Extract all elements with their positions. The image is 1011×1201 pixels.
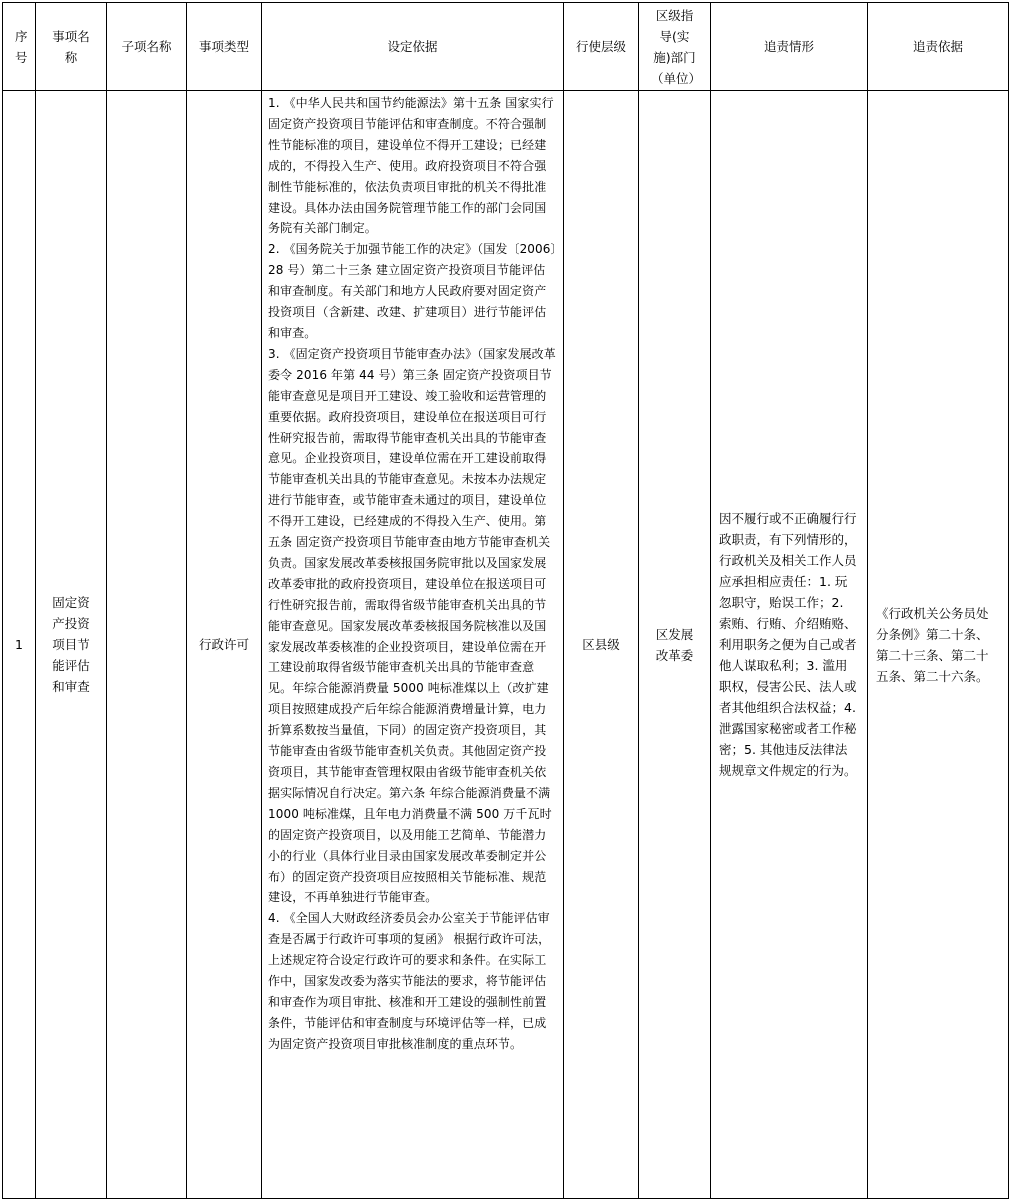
header-row xyxy=(3,3,1009,91)
header-seq: 序号 xyxy=(3,3,36,91)
basis-paragraph-4: 4. 《全国人大财政经济委员会办公室关于节能评估审查是否属于行政许可事项的复函》 根据行政许可法，上述规定符合设定行政许可的要求和条件。在实际工作中，国家发改委为落实节能法的要求，将节能评估和审查作为项目审批、核准和开工建设的强制性前置条件，节能评估和审查制度与环境评估等一样，已成为固定资产投资项目审批核准制度的重点环节。 xyxy=(268,911,551,1051)
basis-paragraph-1: 1. 《中华人民共和国节约能源法》第十五条 国家实行固定资产投资项目节能评估和审查制度。不符合强制性节能标准的项目，建设单位不得开工建设；已经建成的，不得投入生产、使用。政府投资项目不符合强制性节能标准的，依法负责项目审批的机关不得批准建设。具体办法由国务院管理节能工作的部门会同国务院有关部门制定。 xyxy=(268,96,554,236)
authority-table xyxy=(2,2,1009,1199)
row-basis xyxy=(262,91,564,1199)
row-item-type: 行政许可 xyxy=(187,91,262,1199)
row-accountability-basis: 《行政机关公务员处分条例》第二十条、第二十三条、第二十五条、第二十六条。 xyxy=(868,91,1009,1199)
row-dept: 区发展改革委 xyxy=(639,91,711,1199)
row-level: 区县级 xyxy=(564,91,639,1199)
table-row xyxy=(3,91,1009,1199)
header-dept: 区级指导(实施)部门（单位） xyxy=(639,3,711,91)
row-seq: 1 xyxy=(3,91,36,1199)
header-accountability: 追责情形 xyxy=(711,3,868,91)
header-item-name: 事项名称 xyxy=(36,3,107,91)
row-item-name: 固定资产投资项目节能评估和审查 xyxy=(36,91,107,1199)
header-sub-name: 子项名称 xyxy=(107,3,187,91)
header-level: 行使层级 xyxy=(564,3,639,91)
header-accountability-basis: 追责依据 xyxy=(868,3,1009,91)
basis-paragraph-2: 2. 《国务院关于加强节能工作的决定》（国发〔2006〕28 号）第二十三条 建立固定资产投资项目节能评估和审查制度。有关部门和地方人民政府要对固定资产投资项目（含新建、改建、扩建项目）进行节能评估和审查。 xyxy=(268,242,557,340)
row-sub-name xyxy=(107,91,187,1199)
header-item-type: 事项类型 xyxy=(187,3,262,91)
header-basis: 设定依据 xyxy=(262,3,564,91)
row-accountability: 因不履行或不正确履行行政职责，有下列情形的，行政机关及相关工作人员应承担相应责任：1. 玩忽职守，贻误工作；2. 索贿、行贿、介绍贿赂、利用职务之便为自己或者他人谋取私利；3. 滥用职权，侵害公民、法人或者其他组织合法权益；4. 泄露国家秘密或者工作秘密；5. 其他违反法律法规规章文件规定的行为。 xyxy=(711,91,868,1199)
basis-paragraph-3: 3. 《固定资产投资项目节能审查办法》（国家发展改革委令 2016 年第 44 号）第三条 固定资产投资项目节能审查意见是项目开工建设、竣工验收和运营管理的重要依据。政府投资项目，建设单位在报送项目可行性研究报告前，需取得节能审查机关出具的节能审查意见。企业投资项目，建设单位需在开工建设前取得节能审查机关出具的节能审查意见。未按本办法规定进行节能审查，或节能审查未通过的项目，建设单位不得开工建设，已经建成的不得投入生产、使用。第五条 固定资产投资项目节能审查由地方节能审查机关负责。国家发展改革委核报国务院审批以及国家发展改革委审批的政府投资项目，建设单位在报送项目可行性研究报告前，需取得省级节能审查机关出具的节能审查意见。国家发展改革委核报国务院核准以及国家发展改革委核准的企业投资项目，建设单位需在开工建设前取得省级节能审查机关出具的节能审查意见。年综合能源消费量 5000 吨标准煤以上（改扩建项目按照建成投产后年综合能源消费增量计算，电力折算系数按当量值，下同）的固定资产投资项目，其节能审查由省级节能审查机关负责。其他固定资产投资项目，其节能审查管理权限由省级节能审查机关依据实际情况自行决定。第六条 年综合能源消费量不满 1000 吨标准煤，且年电力消费量不满 500 万千瓦时的固定资产投资项目，以及用能工艺简单、节能潜力小的行业（具体行业目录由国家发展改革委制定并公布）的固定资产投资项目应按照相关节能标准、规范建设，不再单独进行节能审查。 xyxy=(268,346,556,905)
